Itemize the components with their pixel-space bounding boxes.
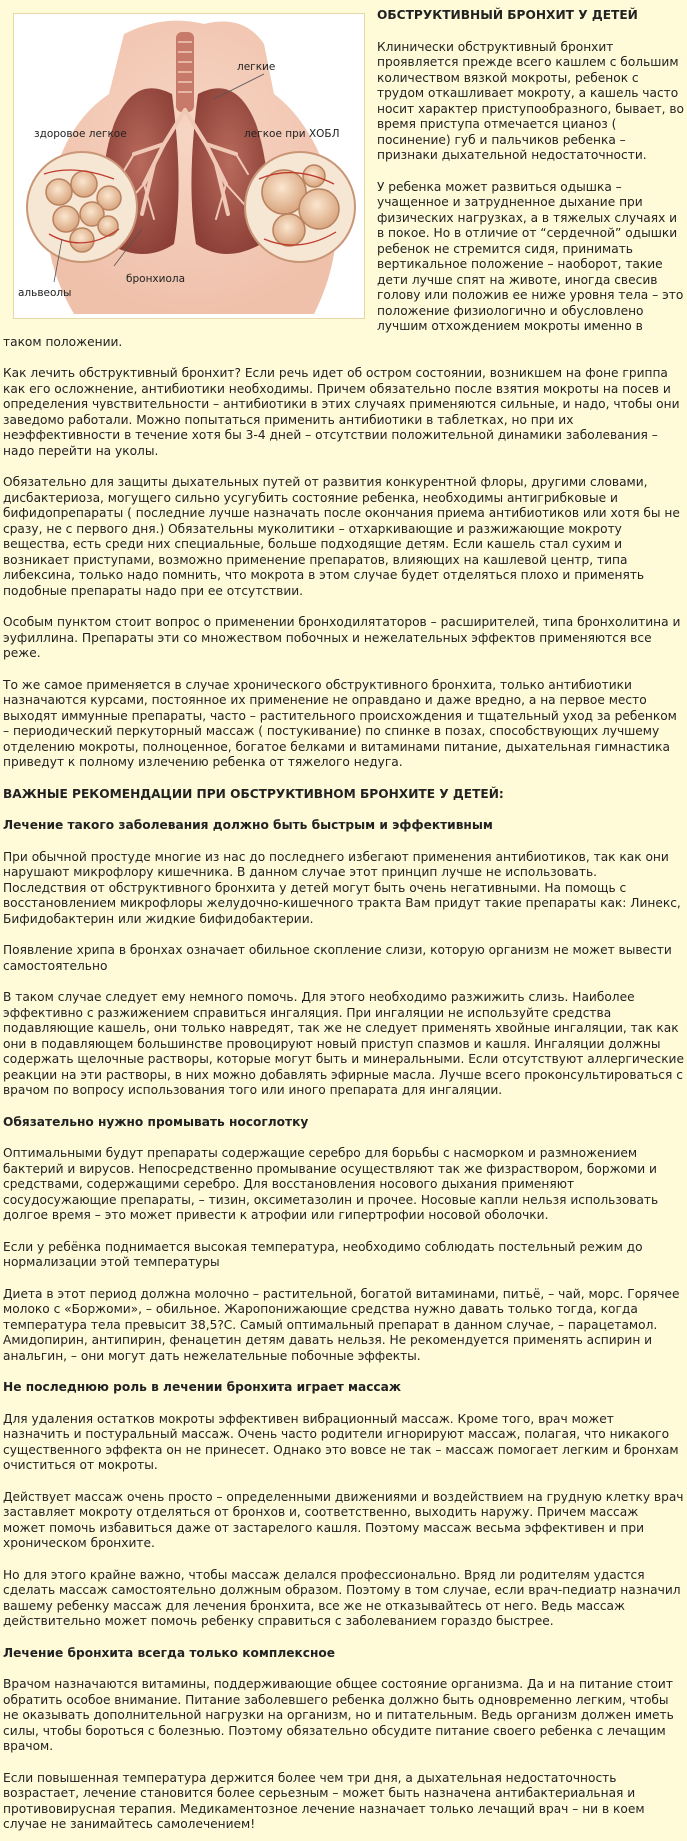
paragraph: Врачом назначаются витамины, поддерживающие общее состояние организма. Да и на питание стоит обратить особое внимание. Питание заболевшего ребенка должно быть одновременно легким, чтобы не оказывать дополнительной нагрузки на организм, но и питательным. Ведь организм должен иметь силы, чтобы бороться с болезнью. Поэтому обязательно обсудите питание своего ребенка с лечащим врачом. (3, 1677, 674, 1753)
paragraph: То же самое применяется в случае хронического обструктивного бронхита, только антибиотики назначаются курсами, постоянное их применение не оправдано и даже вредно, а на первое место выходят иммунные препараты, часто – растительного происхождения и тщательный уход за ребенком – периодический перкуторный массаж ( постукивание) по спинке в позах, способствующих лучшему отделению мокроты, полноценное, богатое белками и витаминами питание, дыхательная гимнастика приведут к полному излечению ребенка от тяжелого недуга. (3, 677, 677, 769)
paragraph: В таком случае следует ему немного помочь. Для этого необходимо разжижить слизь. Наиболее эффективно с разжижением справиться ингаляция. При ингаляции не используйте средства подавляющие кашель, они только навредят, так же не следует применять хвойные ингаляции, так как они в подавляющем большинстве провоцируют новый приступ спазмов и кашля. Ингаляции должны содержать щелочные растворы, которые могут быть и минеральными. Если отсутствуют аллергические реакции на эти растворы, в них можно добавлять эфирные масла. Лучше всего проконсультироваться с врачом по вопросу использования того или иного препарата для ингаляции. (3, 990, 684, 1097)
section-heading-recommendations: ВАЖНЫЕ РЕКОМЕНДАЦИИ ПРИ ОБСТРУКТИВНОМ БРОНХИТЕ У ДЕТЕЙ: (3, 786, 504, 801)
label-bronchiole: бронхиола (126, 273, 186, 285)
paragraph: Особым пунктом стоит вопрос о применении бронходилятаторов – расширителей, типа бронхолитина и эуфиллина. Препараты эти со множеством побочных и нежелательных эффектов применяются все реже. (3, 615, 681, 660)
lungs-illustration (13, 13, 365, 319)
paragraph: Диета в этот период должна молочно – растительной, богатой витаминами, питьё, – чай, морс. Горячее молоко с «Боржоми», – обильное. Жаропонижающие средства нужно давать только тогда, когда температура тела превысит 38,5?С. Самый оптимальный препарат в данном случае, – парацетамол. Амидопирин, антипирин, фенацетин детям давать нельзя. Не рекомендуется применять аспирин и анальгин, – они могут дать нежелательные побочные эффекты. (3, 1286, 680, 1363)
paragraph: Действует массаж очень просто – определенными движениями и воздействием на грудную клетку врач заставляет мокроту отделяться от бронхов и, соответственно, выходить наружу. Причем массаж может помочь избавиться даже от застарелого кашля. Поэтому массаж весьма эффективен и при хроническом бронхите. (3, 1489, 684, 1550)
paragraph: Но для этого крайне важно, чтобы массаж делался профессионально. Вряд ли родителям удастся сделать массаж самостоятельно должным образом. Поэтому в том случае, если врач-педиатр назначил вашему ребенку массаж для лечения бронхита, все же не отказывайтесь от него. Ведь массаж действительно может помочь ребенку справиться с заболеванием гораздо быстрее. (3, 1567, 681, 1628)
paragraph: Для удаления остатков мокроты эффективен вибрационный массаж. Кроме того, врач может назначить и постуральный массаж. Очень часто родители игнорируют массаж, полагая, что никакого существенного эффекта он не принесет. Однако это вовсе не так – массаж помогает легким и бронхам очиститься от мокроты. (3, 1411, 679, 1472)
section-heading: Лечение бронхита всегда только комплексное (3, 1645, 336, 1660)
paragraph: Если у ребёнка поднимается высокая температура, необходимо соблюдать постельный режим до нормализации этой температуры (3, 1239, 643, 1269)
paragraph: Оптимальными будут препараты содержащие серебро для борьбы с насморком и размножением бактерий и вирусов. Непосредственно промывание осуществляют так же физраствором, боржоми и средствами, содержащими серебро. Для восстановления носового дыхания применяют сосудосужающие препараты, – тизин, оксиметазолин и прочее. Носовые капли нельзя использовать долгое время – это может привести к атрофии или гипертрофии носовой оболочки. (3, 1146, 659, 1222)
label-healthy-lung: здоровое легкое (34, 128, 127, 140)
paragraph: У ребенка может развиться одышка – учащенное и затрудненное дыхание при физических нагрузках, а в тяжелых случаях и в покое. Но в отличие от “сердечной” одышки ребенок не стремится сидя, принимать вертикальное положение – наоборот, такие дети лучше спят на животе, иногда свесив голову или положив ее ниже уровня тела – это положение физиологично и обусловлено лучшим отхождением мокроты именно в таком положении. (3, 179, 684, 349)
section-heading: Не последнюю роль в лечении бронхита играет массаж (3, 1380, 401, 1394)
label-alveoli: альвеолы (18, 287, 72, 299)
paragraph: При обычной простуде многие из нас до последнего избегают применения антибиотиков, так как они нарушают микрофлору кишечника. В данном случае этот принцип лучше не использовать. Последствия от обструктивного бронхита у детей могут быть очень негативными. На помощь с восстановлением микрофлоры желудочно-кишечного тракта Вам придут такие препараты как: Линекс, Бифидобактерин или жидкие бифидобактерии. (3, 849, 681, 926)
page-title: ОБСТРУКТИВНЫЙ БРОНХИТ У ДЕТЕЙ (377, 8, 638, 22)
paragraph: Как лечить обструктивный бронхит? Если речь идет об остром состоянии, возникшем на фоне гриппа как его осложнение, антибиотики необходимы. Причем обязательно после взятия мокроты на посев и определения чувствительности – антибиотики в этих случаях применяются сильные, и надо, чтобы они заведомо работали. Можно попытаться применить антибиотики в таблетках, но при их неэффективности в течение хотя бы 3-4 дней – отсутствии положительной динамики заболевания – надо перейти на уколы. (3, 366, 680, 458)
paragraph: Клинически обструктивный бронхит проявляется прежде всего кашлем с большим количеством вязкой мокроты, ребенок с трудом откашливает мокроту, а кашель часто носит характер приступообразного, бывает, во время приступа отмечается цианоз ( посинение) губ и пальчиков ребенка – признаки дыхательной недостаточности. (377, 39, 685, 162)
section-heading: Обязательно нужно промывать носоглотку (3, 1114, 309, 1129)
paragraph: Если повышенная температура держится более чем три дня, а дыхательная недостаточность возрастает, лечение становится более серьезным – может быть назначена антибактериальная и противовирусная терапия. Медикаментозное лечение назначает только лечащий врач – ни в коем случае не занимайтесь самолечением! (3, 1770, 645, 1831)
label-copd-lung: легкое при ХОБЛ (244, 128, 340, 140)
section-heading: Лечение такого заболевания должно быть быстрым и эффективным (3, 818, 493, 832)
lungs-diagram (14, 14, 364, 318)
label-lungs: легкие (237, 61, 276, 73)
paragraph: Появление хрипа в бронхах означает обильное скопление слизи, которую организм не может вывести самостоятельно (3, 943, 672, 973)
paragraph: Обязательно для защиты дыхательных путей от развития конкурентной флоры, другими словами, дисбактериоза, могущего сильно усугубить состояние ребенка, необходимы антигрибковые и бифидопрепараты ( последние лучше назначать после окончания приема антибиотиков или хотя бы не сразу, не с первого дня.) Обязательны муколитики – отхаркивающие и разжижающие мокроту вещества, есть среди них специальные, больше подходящие детям. Если кашель стал сухим и возникает приступами, возможно применение препаратов, влияющих на кашлевой центр, типа либексина, только надо помнить, что мокрота в этом случае будет отделяться плохо и применять подобные препараты надо при ее отсутствии. (3, 475, 680, 598)
